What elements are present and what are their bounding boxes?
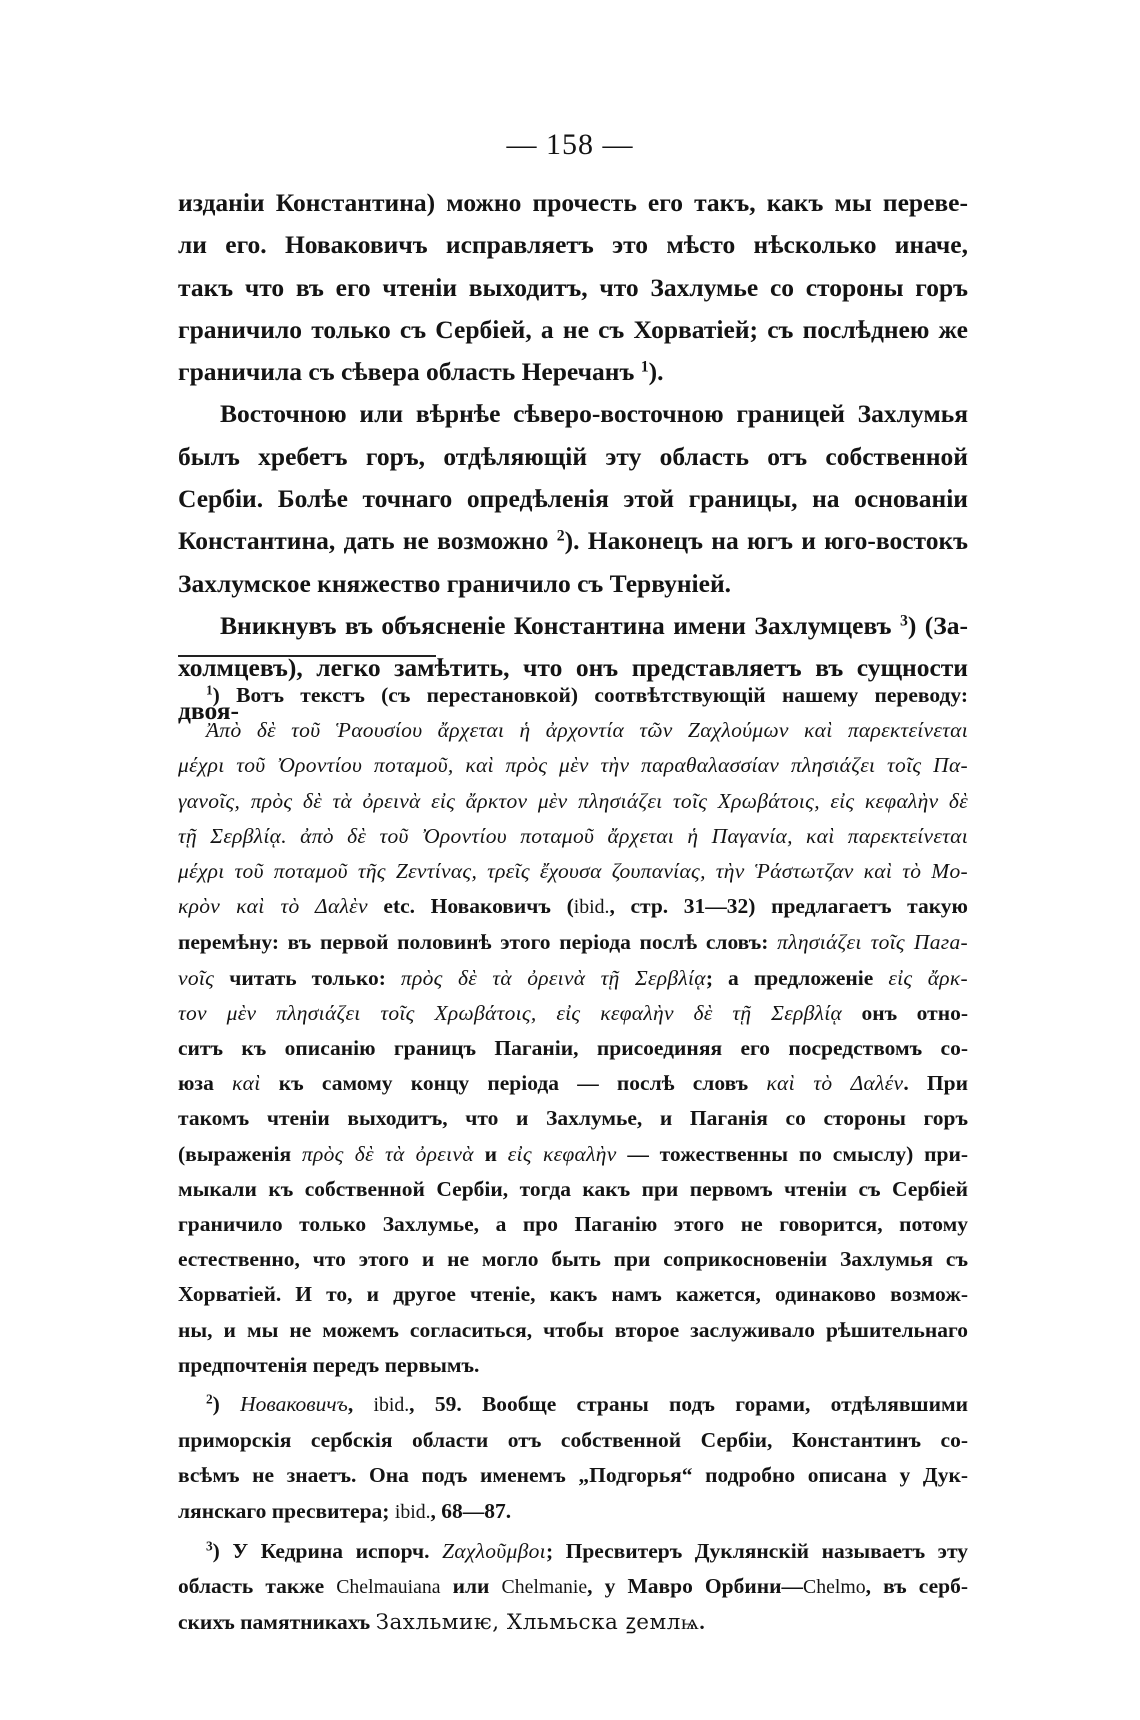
footnote-1-line-13: такомъ чтеніи выходитъ, что и Захлумье, и Паганія со стороны горъ: [178, 1106, 968, 1131]
greek-fragment: νοῖς: [178, 965, 215, 990]
main-line-5: [178, 351, 968, 393]
footnote-1-line-10: [178, 996, 968, 1031]
greek-fragment: καὶ τὸ Δαλέν: [766, 1071, 904, 1096]
ibid-fragment: ibid.: [573, 896, 610, 919]
text-fragment: читать только:: [214, 965, 401, 990]
main-line-3: такъ что въ его чтеніи выходитъ, что Захлумье со стороны горъ: [178, 272, 968, 302]
footnote-1-intro: ) Вотъ текстъ (съ перестановкой) соотвѣтствующій нашему переводу:: [212, 683, 968, 707]
footnote-1-line-12: [178, 1066, 968, 1101]
latin-fragment: Chelmanie: [501, 1576, 588, 1599]
latin-fragment: Chelmauiana: [336, 1576, 441, 1599]
text-fragment: , въ серб-: [865, 1574, 968, 1599]
text-fragment: (выраженія: [178, 1141, 302, 1166]
text-fragment: скихъ памятникахъ: [178, 1610, 376, 1635]
main-line-5-end: ).: [648, 357, 664, 387]
footnote-1-line-17: естественно, что этого и не могло быть при соприкосновеніи Захлумья съ: [178, 1247, 968, 1272]
main-line-11: Вникнувъ въ объясненіе Константина имени Захлумцевъ $^3$) (За-: [220, 610, 969, 640]
greek-fragment: εἰς ἄρκ-: [888, 965, 969, 990]
footnote-2-line-2: приморскія сербскія области отъ собственной Сербіи, Константинъ со-: [178, 1428, 968, 1453]
footnote-1-greek-2: μέχρι τοῦ Ὀροντίου ποταμοῦ, καὶ πρὸς μὲν τὴν παραθαλασσίαν πλησιάζει τοῖς Πα-: [178, 753, 968, 778]
text-fragment: , стр. 31—32) предлагаетъ такую: [609, 894, 968, 919]
footnote-1-line-8: [178, 925, 968, 960]
main-text: [178, 182, 968, 732]
footnote-1-greek-1: Ἀπὸ δὲ τοῦ Ῥαουσίου ἄρχεται ἡ ἀρχοντία τῶν Ζαχλούμων καὶ παρεκτείνεται: [206, 718, 968, 743]
greek-fragment: Ζαχλοῦμβοι: [442, 1538, 546, 1563]
main-line-11-text: Вникнувъ въ объясненіе Константина имени Захлумцевъ: [220, 610, 892, 640]
footnote-3-line-2: [178, 1569, 968, 1605]
text-fragment: ): [212, 1392, 241, 1417]
text-fragment: ,: [347, 1392, 374, 1417]
main-line-6: Восточною или вѣрнѣе сѣверо-восточною границей Захлумья: [220, 399, 968, 429]
footnote-divider: [178, 655, 436, 657]
greek-fragment: τον μὲν πλησιάζει τοῖς Χρωβάτοις, εἰς κεφαλὴν δὲ τῇ Σερβλίᾳ: [178, 1000, 843, 1025]
page-number: — 158 —: [506, 128, 634, 161]
text-fragment: и: [473, 1141, 508, 1166]
text-fragment: область также: [178, 1574, 337, 1599]
footnote-1-line-11: ситъ къ описанію границъ Паганіи, присоединяя его посредствомъ со-: [178, 1036, 968, 1061]
main-line-11-rest: (За-: [916, 610, 969, 640]
author-name: Новаковичъ: [240, 1392, 348, 1417]
footnotes: [178, 678, 968, 1640]
main-line-12: холмцевъ), легко замѣтить, что онъ представляетъ въ сущности двоя-: [178, 653, 968, 725]
text-fragment: ; Пресвитеръ Дуклянскій называетъ эту: [545, 1538, 968, 1563]
footnote-1-greek-3: γανοῖς, πρὸς δὲ τὰ ὀρεινὰ εἰς ἄρκτον μὲν πλησιάζει τοῖς Χρωβάτοις, εἰς κεφαλὴν δὲ: [178, 788, 968, 813]
main-line-7: былъ хребетъ горъ, отдѣляющій эту область отъ собственной: [178, 441, 968, 471]
footnote-1-line-16: граничило только Захлумье, а про Паганію этого не говорится, потому: [178, 1212, 968, 1237]
footnote-2-line-4: [178, 1494, 968, 1530]
text-fragment: etc. Новаковичъ (: [367, 894, 574, 919]
ibid-fragment: ibid.: [373, 1394, 410, 1417]
text-fragment: онъ отно-: [842, 1000, 969, 1025]
text-fragment: или: [440, 1574, 502, 1599]
footnote-1-line-9: [178, 961, 968, 996]
text-fragment: юза: [178, 1071, 233, 1096]
footnote-1-line-20: предпочтенія передъ первымъ.: [178, 1352, 480, 1377]
footnote-ref-1[interactable]: 1: [640, 358, 649, 376]
main-line-9-rest: . Наконецъ на югъ и юго-востокъ: [573, 526, 969, 556]
footnote-3-line-1: [178, 1534, 968, 1569]
text-fragment: , 68—87.: [430, 1498, 512, 1523]
greek-fragment: πρὸς δὲ τὰ ὀρεινὰ: [301, 1141, 474, 1166]
text-fragment: ; а предложеніе: [705, 965, 889, 990]
main-line-8: Сербіи. Болѣе точнаго опредѣленія этой границы, на основаніи: [178, 484, 968, 514]
main-line-9-text: Константина, дать не возможно: [178, 526, 549, 556]
text-fragment: ) У Кедрина испорч.: [212, 1538, 443, 1563]
text-fragment: лянскаго пресвитера;: [178, 1498, 395, 1523]
text-fragment: — тожественны по смыслу) при-: [616, 1141, 968, 1166]
footnote-1-greek-5: μέχρι τοῦ ποταμοῦ τῆς Ζεντίνας, τρεῖς ἔχουσα ζουπανίας, τὴν Ῥάστωτζαν καὶ τὸ Μο-: [178, 859, 968, 884]
main-line-2: ли его. Новаковичъ исправляетъ это мѣсто нѣсколько иначе,: [178, 230, 968, 260]
latin-fragment: Chelmo: [803, 1576, 866, 1599]
footnote-1-line-7: [178, 889, 968, 925]
footnote-1-line-18: Хорватіей. И то, и другое чтеніе, какъ намъ кажется, одинаково возмож-: [178, 1282, 968, 1307]
greek-fragment: πρὸς δὲ τὰ ὀρεινὰ τῇ Σερβλίᾳ: [400, 965, 706, 990]
text-fragment: перемѣну: въ первой половинѣ этого періода послѣ словъ:: [178, 930, 778, 955]
footnote-1-mark: 1: [206, 682, 213, 698]
footnote-ref-3[interactable]: 3: [899, 612, 908, 630]
footnote-1-line-14: [178, 1137, 968, 1172]
footnote-1-line-15: мыкали къ собственной Сербіи, тогда какъ при первомъ чтеніи съ Сербіей: [178, 1176, 968, 1201]
ibid-fragment: ibid.: [394, 1500, 431, 1523]
footnote-1-greek-4: τῇ Σερβλίᾳ. ἀπὸ δὲ τοῦ Ὀροντίου ποταμοῦ ἄρχεται ἡ Παγανία, καὶ παρεκτείνεται: [178, 823, 968, 848]
footnote-3-line-3: [178, 1605, 968, 1640]
footnote-2-line-1: [178, 1387, 968, 1423]
greek-fragment: πλησιάζει τοῖς Πага-: [777, 930, 968, 955]
footnote-1-line-1: [178, 678, 968, 713]
text-fragment: .: [699, 1610, 705, 1635]
greek-fragment: καὶ: [232, 1071, 261, 1096]
footnote-3-mark: 3: [206, 1538, 213, 1554]
text-fragment: , у Мавро Орбини—: [587, 1574, 804, 1599]
main-line-10: Захлумское княжество граничило съ Тервуніей.: [178, 568, 732, 598]
footnote-ref-2[interactable]: 2: [556, 527, 565, 545]
main-line-9: Константина, дать не возможно $^2$). Наконецъ на югъ и юго-востокъ: [178, 526, 969, 556]
text-fragment: . При: [903, 1071, 968, 1096]
greek-fragment: κρὸν καὶ τὸ Δαλὲν: [178, 894, 368, 919]
main-line-5-text: граничила съ сѣвера область Неречанъ: [178, 357, 635, 387]
main-line-1: изданіи Константина) можно прочесть его такъ, какъ мы переве-: [178, 188, 968, 217]
footnote-2-mark: 2: [206, 1391, 213, 1407]
text-fragment: къ самому концу періода — послѣ словъ: [260, 1071, 767, 1096]
text-fragment: , 59. Вообще страны подъ горами, отдѣлявшими: [409, 1392, 969, 1417]
footnote-2-line-3: всѣмъ не знаетъ. Она подъ именемъ „Подгорья“ подробно описана у Дук-: [178, 1463, 968, 1488]
slavonic-fragment: Захльмиѥ, Хльмьска ꙁемлѩ: [375, 1610, 700, 1636]
main-line-4: граничило только съ Сербіей, а не съ Хорватіей; съ послѣднею же: [178, 314, 968, 344]
greek-fragment: εἰς κεφαλὴν: [507, 1141, 617, 1166]
footnote-1-line-19: ны, и мы не можемъ согласиться, чтобы второе заслуживало рѣшительнаго: [178, 1317, 968, 1342]
